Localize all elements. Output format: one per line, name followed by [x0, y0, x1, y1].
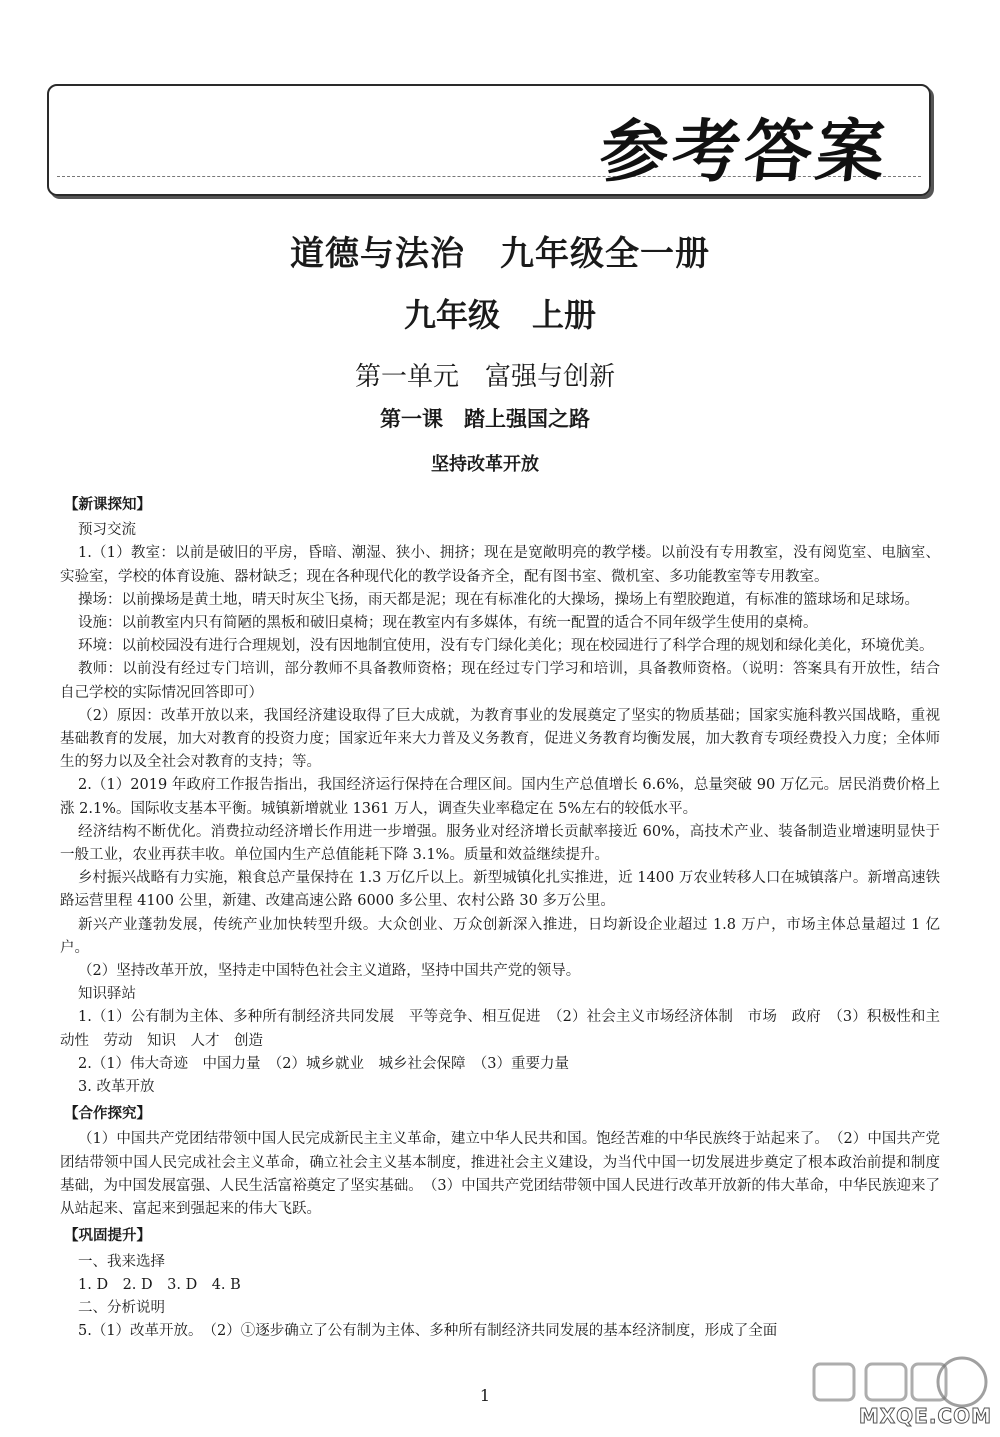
answer-paragraph: 1.（1）公有制为主体、多种所有制经济共同发展 平等竞争、相互促进 （2）社会主义市场经济体制 市场 政府 （3）积极性和主动性 劳动 知识 人才 创造 [60, 1009, 940, 1049]
answer-paragraph: 2.（1）伟大奇迹 中国力量 （2）城乡就业 城乡社会保障 （3）重要力量 [78, 1055, 570, 1072]
lesson-title: 第一课 踏上强国之路 [380, 407, 590, 431]
book-title: 道德与法治 九年级全一册 [290, 234, 710, 274]
section-heading: 【巩固提升】 [64, 1228, 151, 1245]
answer-paragraph: 一、我来选择 [78, 1253, 165, 1270]
subsection-heading: 预习交流 [78, 522, 136, 539]
subsection-heading: 知识驿站 [78, 986, 136, 1003]
answer-paragraph: 3. 改革开放 [78, 1079, 155, 1096]
answer-paragraph: 2.（1）2019 年政府工作报告指出，我国经济运行保持在合理区间。国内生产总值增长 6.6%，总量突破 90 万亿元。居民消费价格上涨 2.1%。国际收支基本平衡。城镇新增就业 1361 万人，调查失业率稳定在 5%左右的较低水平。 [60, 777, 940, 817]
answer-paragraph: 操场：以前操场是黄土地，晴天时灰尘飞扬，雨天都是泥；现在有标准化的大操场，操场上有塑胶跑道，有标准的篮球场和足球场。 [78, 591, 919, 608]
answer-paragraph: （2）坚持改革开放，坚持走中国特色社会主义道路，坚持中国共产党的领导。 [78, 963, 581, 980]
answer-paragraph: 环境：以前校园没有进行合理规划，没有因地制宜使用，没有专门绿化美化；现在校园进行了科学合理的规划和绿化美化，环境优美。 [78, 638, 934, 655]
answer-paragraph: 5.（1）改革开放。 （2）①逐步确立了公有制为主体、多种所有制经济共同发展的基本经济制度，形成了全面 [78, 1323, 778, 1340]
topic-title: 坚持改革开放 [431, 454, 539, 475]
answer-paragraph: （2）原因：改革开放以来，我国经济建设取得了巨大成就，为教育事业的发展奠定了坚实的物质基础；国家实施科教兴国战略，重视基础教育的发展，加大对教育的投资力度；国家近年来大力普及义务教育，促进义务教育均衡发展，加大教育专项经费投入力度；全体师生的努力以及全社会对教育的支持；等。 [60, 707, 940, 771]
answer-paragraph: 乡村振兴战略有力实施，粮食总产量保持在 1.3 万亿斤以上。新型城镇化扎实推进，近 1400 万农业转移人口在城镇落户。新增高速铁路运营里程 4100 公里，新建、改建高速公路 6000 多公里、农村公路 30 多万公里。 [60, 870, 940, 910]
title-banner [47, 84, 931, 196]
section-heading: 【新课探知】 [64, 497, 151, 513]
answer-paragraph: 1. D 2. D 3. D 4. B [78, 1276, 241, 1293]
answer-paragraph: 教师：以前没有经过专门培训，部分教师不具备教师资格；现在经过专门学习和培训，具备教师资格。（说明：答案具有开放性，结合自己学校的实际情况回答即可） [60, 661, 940, 701]
answer-paragraph: 设施：以前教室内只有简陋的黑板和破旧桌椅；现在教室内有多媒体，有统一配置的适合不同年级学生使用的桌椅。 [78, 615, 818, 632]
answer-content [60, 490, 940, 1343]
volume-title: 九年级 上册 [403, 296, 596, 334]
unit-title: 第一单元 富强与创新 [354, 362, 615, 392]
banner-title: 参考答案 [596, 113, 893, 192]
answer-paragraph: 经济结构不断优化。消费拉动经济增长作用进一步增强。服务业对经济增长贡献率接近 60%，高技术产业、装备制造业增速明显快于一般工业，农业再获丰收。单位国内生产总值能耗下降 3.1%。质量和效益继续提升。 [60, 823, 940, 864]
page-number: 1 [479, 1386, 491, 1405]
answer-paragraph: 1.（1）教室：以前是破旧的平房，昏暗、潮湿、狭小、拥挤；现在是宽敞明亮的教学楼。以前没有专用教室，没有阅览室、电脑室、实验室，学校的体育设施、器材缺乏；现在各种现代化的教学设备齐全，配有图书室、微机室、多功能教室等专用教室。 [60, 545, 940, 585]
answer-paragraph: 二、分析说明 [78, 1299, 165, 1316]
section-heading: 【合作探究】 [64, 1106, 151, 1123]
answer-paragraph: 新兴产业蓬勃发展，传统产业加快转型升级。大众创业、万众创新深入推进，日均新设企业超过 1.8 万户，市场主体总量超过 1 亿户。 [60, 916, 940, 956]
answer-paragraph: （1）中国共产党团结带领中国人民完成新民主主义革命，建立中华人民共和国。饱经苦难的中华民族终于站起来了。 （2）中国共产党团结带领中国人民完成社会主义革命，确立社会主义基本制度，推进社会主义建设，为当代中国一切发展进步奠定了根本政治前提和制度基础，为中国发展富强、人民生活富裕奠定了坚实基础。 （3）中国共产党团结带领中国人民进行改革开放新的伟大革命，中华民族迎来了从站起来、富起来到强起来的伟大飞跃。 [60, 1131, 940, 1218]
watermark-url: MXQE.COM [858, 1404, 992, 1428]
